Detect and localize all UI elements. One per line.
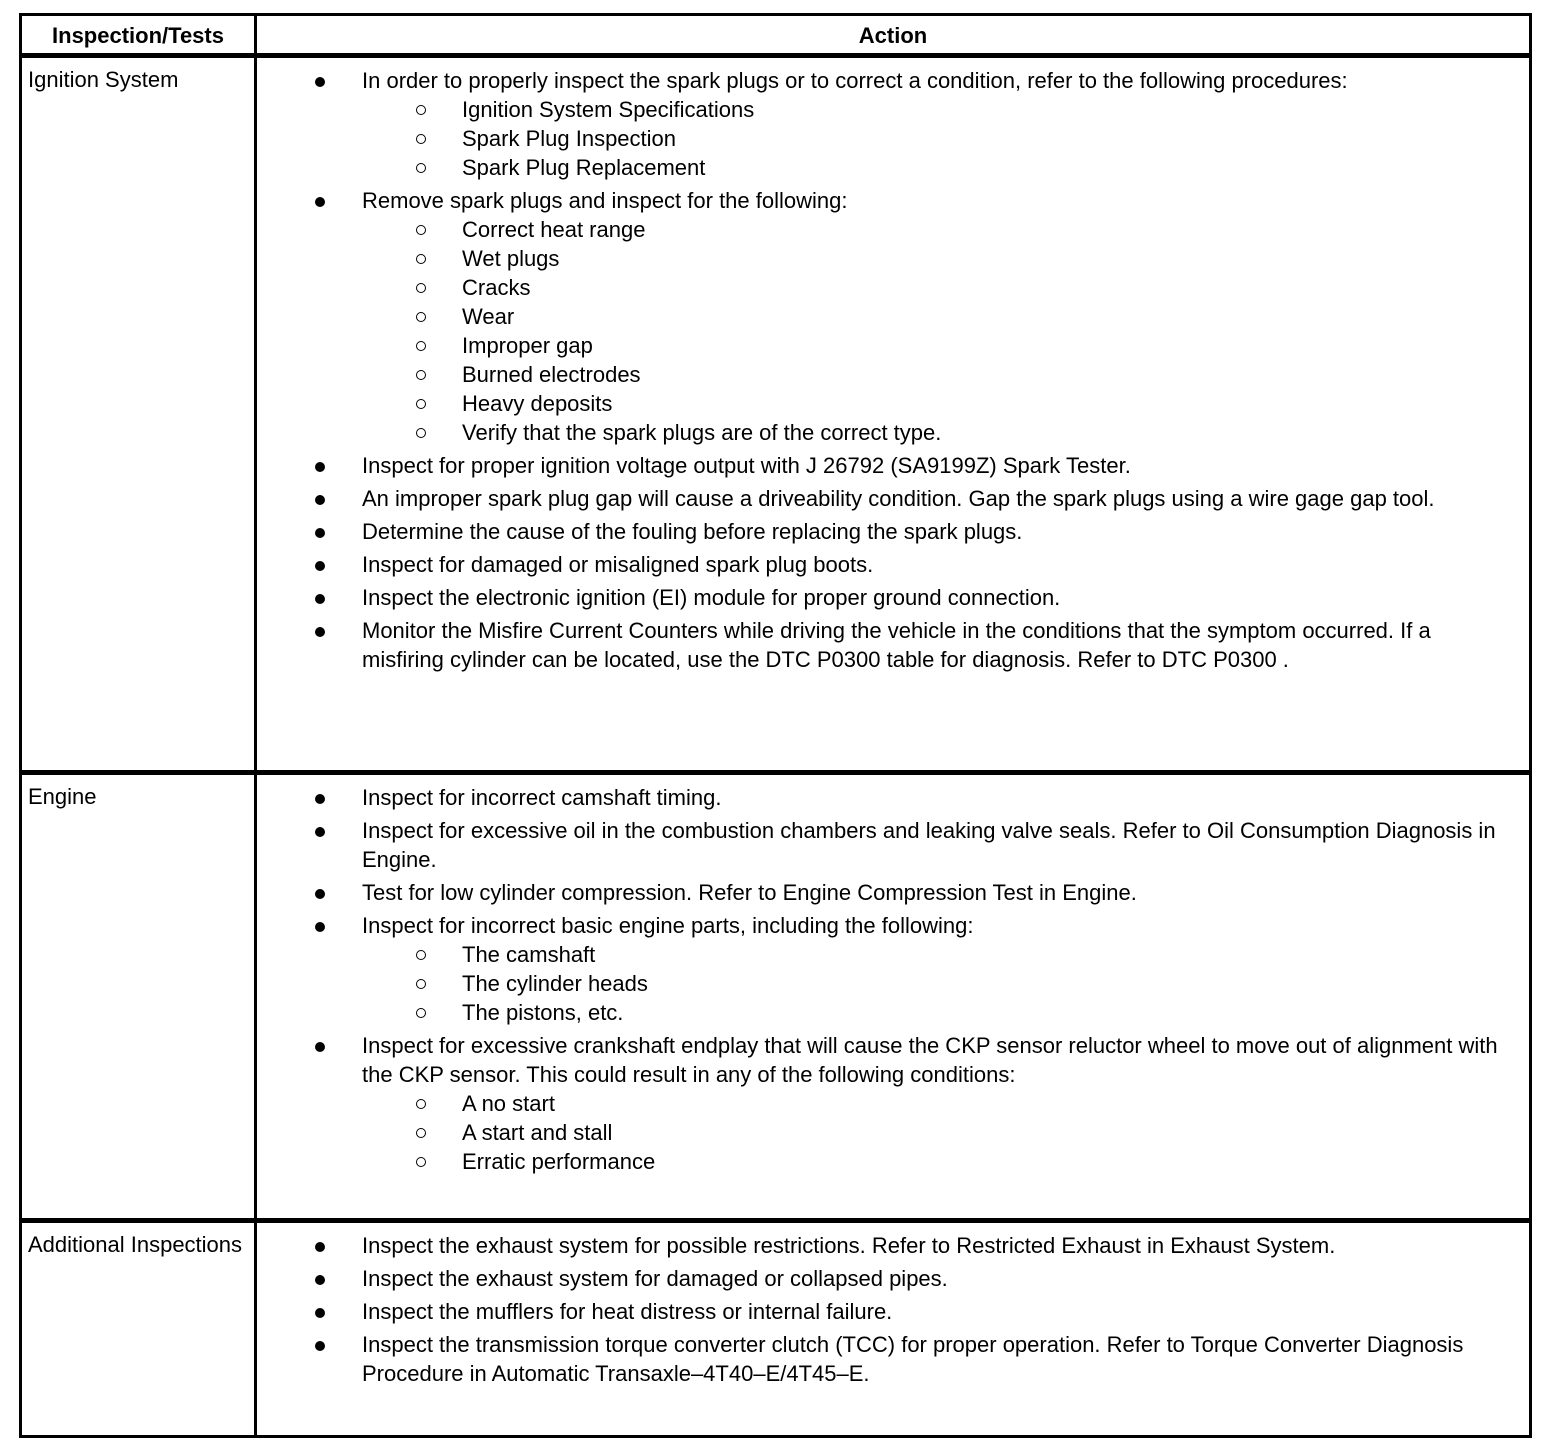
action-cell-ignition-system	[257, 58, 1529, 775]
sub-item	[257, 1118, 1513, 1147]
bullet-item	[257, 451, 1513, 480]
bullet-list	[257, 1231, 1513, 1388]
sub-item	[257, 389, 1513, 418]
sub-item-text: Burned electrodes	[462, 362, 641, 387]
sub-item	[257, 244, 1513, 273]
bullet-item	[257, 1297, 1513, 1326]
sub-item	[257, 153, 1513, 182]
inspection-table	[19, 13, 1532, 1438]
bullet-dot-icon	[315, 889, 325, 899]
sub-list	[362, 95, 1513, 182]
hollow-circle-icon	[416, 428, 426, 438]
bullet-text: Inspect for damaged or misaligned spark plug boots.	[362, 552, 874, 577]
bullet-text: Determine the cause of the fouling before replacing the spark plugs.	[362, 519, 1023, 544]
hollow-circle-icon	[416, 1128, 426, 1138]
hollow-circle-icon	[416, 1157, 426, 1167]
bullet-text: An improper spark plug gap will cause a driveability condition. Gap the spark plugs using a wire gage gap tool.	[362, 486, 1435, 511]
sub-item-text: Wear	[462, 304, 515, 329]
bullet-list	[257, 66, 1513, 674]
bullet-item	[257, 911, 1513, 1027]
bullet-item	[257, 1264, 1513, 1293]
bullet-dot-icon	[315, 1275, 325, 1285]
hollow-circle-icon	[416, 1008, 426, 1018]
row-label-ignition-system: Ignition System	[22, 58, 257, 775]
bullet-item	[257, 783, 1513, 812]
sub-item	[257, 360, 1513, 389]
sub-item	[257, 215, 1513, 244]
bullet-dot-icon	[315, 495, 325, 505]
sub-item-text: Spark Plug Replacement	[462, 155, 706, 180]
bullet-dot-icon	[315, 197, 325, 207]
header-inspection-tests: Inspection/Tests	[22, 16, 257, 58]
bullet-text: Monitor the Misfire Current Counters while driving the vehicle in the conditions that the symptom occurred. If a misfiring cylinder can be located, use the DTC P0300 table for diagnosis. Refer to DTC P0300 .	[362, 618, 1431, 672]
hollow-circle-icon	[416, 370, 426, 380]
sub-item	[257, 124, 1513, 153]
bullet-text: Inspect for incorrect camshaft timing.	[362, 785, 722, 810]
header-action: Action	[257, 16, 1529, 58]
sub-item	[257, 998, 1513, 1027]
hollow-circle-icon	[416, 134, 426, 144]
sub-item-text: Heavy deposits	[462, 391, 613, 416]
sub-item	[257, 418, 1513, 447]
bullet-dot-icon	[315, 561, 325, 571]
sub-list	[362, 940, 1513, 1027]
bullet-dot-icon	[315, 1242, 325, 1252]
sub-item-text: Verify that the spark plugs are of the correct type.	[462, 420, 942, 445]
bullet-text: In order to properly inspect the spark plugs or to correct a condition, refer to the following procedures:	[362, 68, 1348, 93]
sub-item-text: Spark Plug Inspection	[462, 126, 677, 151]
sub-item	[257, 940, 1513, 969]
hollow-circle-icon	[416, 312, 426, 322]
sub-item	[257, 273, 1513, 302]
sub-item-text: A start and stall	[462, 1120, 613, 1145]
hollow-circle-icon	[416, 163, 426, 173]
bullet-text: Inspect for excessive crankshaft endplay that will cause the CKP sensor reluctor wheel to move out of alignment with the CKP sensor. This could result in any of the following conditions:	[362, 1033, 1498, 1087]
bullet-text: Inspect the mufflers for heat distress or internal failure.	[362, 1299, 893, 1324]
bullet-text: Test for low cylinder compression. Refer to Engine Compression Test in Engine.	[362, 880, 1137, 905]
bullet-item	[257, 583, 1513, 612]
sub-item-text: The pistons, etc.	[462, 1000, 624, 1025]
bullet-item	[257, 517, 1513, 546]
bullet-text: Inspect the electronic ignition (EI) module for proper ground connection.	[362, 585, 1061, 610]
bullet-dot-icon	[315, 1341, 325, 1351]
bullet-text: Inspect for incorrect basic engine parts, including the following:	[362, 913, 974, 938]
bullet-item	[257, 816, 1513, 874]
row-label-additional-inspections: Additional Inspections	[22, 1223, 257, 1435]
bullet-item	[257, 616, 1513, 674]
sub-item	[257, 95, 1513, 124]
bullet-dot-icon	[315, 462, 325, 472]
bullet-dot-icon	[315, 77, 325, 87]
bullet-text: Inspect the transmission torque converter clutch (TCC) for proper operation. Refer to Torque Converter Diagnosis Procedure in Automatic Transaxle–4T40–E/4T45–E.	[362, 1332, 1464, 1386]
sub-item-text: Cracks	[462, 275, 531, 300]
bullet-item	[257, 186, 1513, 447]
bullet-item	[257, 66, 1513, 182]
bullet-item	[257, 1231, 1513, 1260]
bullet-dot-icon	[315, 627, 325, 637]
hollow-circle-icon	[416, 1099, 426, 1109]
sub-list	[362, 215, 1513, 447]
hollow-circle-icon	[416, 283, 426, 293]
sub-item	[257, 1089, 1513, 1118]
bullet-dot-icon	[315, 1042, 325, 1052]
bullet-text: Inspect the exhaust system for damaged or collapsed pipes.	[362, 1266, 948, 1291]
bullet-list	[257, 783, 1513, 1176]
row-label-engine: Engine	[22, 775, 257, 1223]
sub-item-text: The cylinder heads	[462, 971, 648, 996]
bullet-item	[257, 1330, 1513, 1388]
bullet-item	[257, 1031, 1513, 1176]
hollow-circle-icon	[416, 225, 426, 235]
sub-item-text: Wet plugs	[462, 246, 560, 271]
sub-item	[257, 1147, 1513, 1176]
bullet-item	[257, 484, 1513, 513]
hollow-circle-icon	[416, 105, 426, 115]
bullet-item	[257, 878, 1513, 907]
sub-list	[362, 1089, 1513, 1176]
sub-item-text: Correct heat range	[462, 217, 646, 242]
sub-item-text: Improper gap	[462, 333, 593, 358]
hollow-circle-icon	[416, 254, 426, 264]
bullet-dot-icon	[315, 528, 325, 538]
hollow-circle-icon	[416, 341, 426, 351]
bullet-dot-icon	[315, 794, 325, 804]
action-cell-additional-inspections	[257, 1223, 1529, 1435]
hollow-circle-icon	[416, 979, 426, 989]
bullet-text: Inspect the exhaust system for possible restrictions. Refer to Restricted Exhaust in Exhaust System.	[362, 1233, 1336, 1258]
sub-item	[257, 331, 1513, 360]
hollow-circle-icon	[416, 950, 426, 960]
sub-item-text: Erratic performance	[462, 1149, 656, 1174]
bullet-dot-icon	[315, 827, 325, 837]
sub-item-text: A no start	[462, 1091, 555, 1116]
bullet-text: Inspect for proper ignition voltage output with J 26792 (SA9199Z) Spark Tester.	[362, 453, 1131, 478]
sub-item	[257, 969, 1513, 998]
sub-item-text: Ignition System Specifications	[462, 97, 755, 122]
hollow-circle-icon	[416, 399, 426, 409]
action-cell-engine	[257, 775, 1529, 1223]
sub-item	[257, 302, 1513, 331]
sub-item-text: The camshaft	[462, 942, 596, 967]
bullet-dot-icon	[315, 594, 325, 604]
bullet-dot-icon	[315, 922, 325, 932]
bullet-item	[257, 550, 1513, 579]
bullet-text: Inspect for excessive oil in the combustion chambers and leaking valve seals. Refer to Oil Consumption Diagnosis in Engine.	[362, 818, 1496, 872]
bullet-text: Remove spark plugs and inspect for the following:	[362, 188, 848, 213]
bullet-dot-icon	[315, 1308, 325, 1318]
